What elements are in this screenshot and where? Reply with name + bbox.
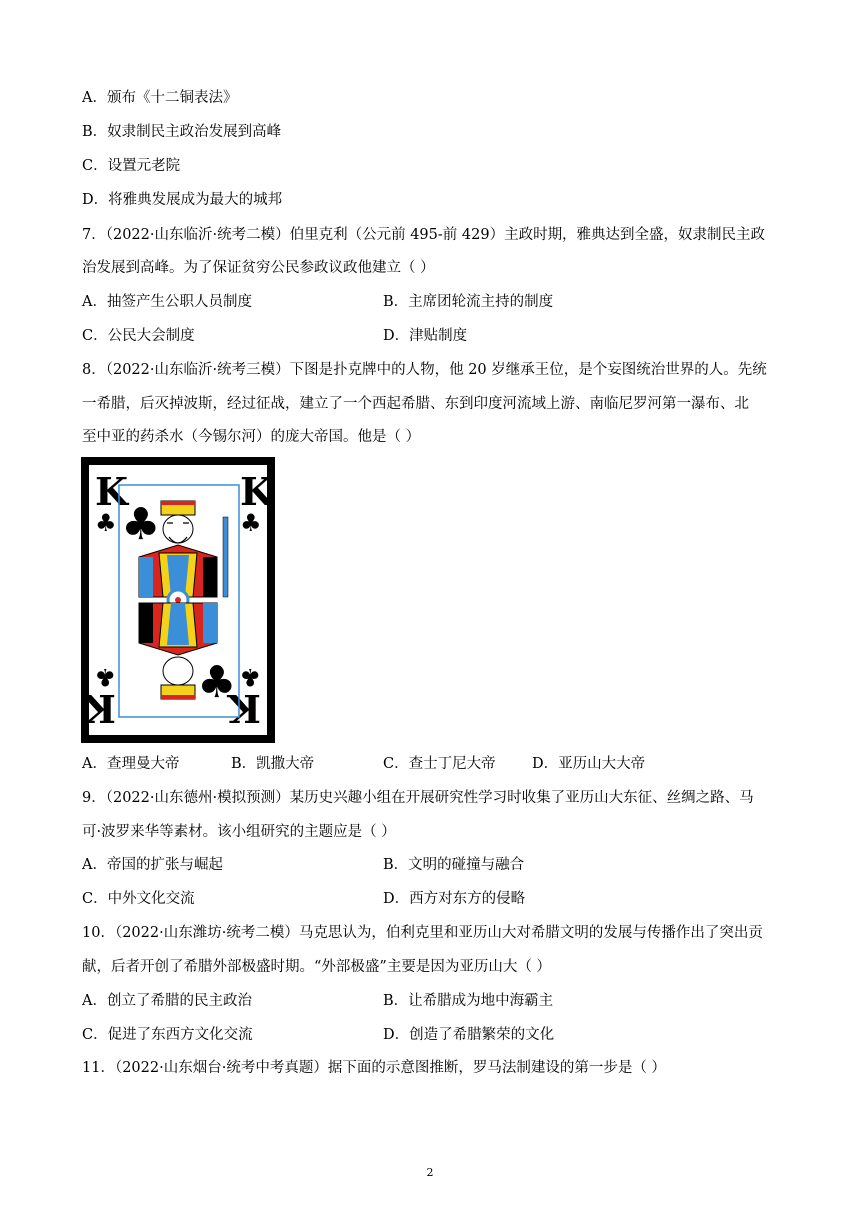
q7-option-a: A．抽签产生公职人员制度 [82,294,252,310]
page-number: 2 [426,1166,434,1179]
q6-option-d: D．将雅典发展成为最大的城邦 [82,192,283,208]
q8-option-a: A．查理曼大帝 [82,756,180,772]
card-suit-bottom-left: ♣ [94,663,116,691]
card-rank-bottom-right: K [227,686,261,731]
card-suit-top-left: ♣ [95,509,117,537]
card-big-suit-top: ♣ [121,499,161,550]
q10-stem-line2: 献，后者开创了希腊外部极盛时期。“外部极盛”主要是因为亚历山大（ ） [82,959,551,975]
q11-stem-line1: 11．（2022·山东烟台·统考中考真题）据下面的示意图推断，罗马法制建设的第一步是（ ） [82,1060,666,1076]
q9-stem-line1: 9．（2022·山东德州·模拟预测）某历史兴趣小组在开展研究性学习时收集了亚历山大东征、丝绸之路、马 [82,790,754,806]
king-of-clubs-card-image [81,457,275,743]
q9-stem-line2: 可·波罗来华等素材。该小组研究的主题应是（ ） [82,824,396,840]
q10-stem-line1: 10．（2022·山东潍坊·统考二模）马克思认为，伯利克里和亚历山大对希腊文明的发展与传播作出了突出贡 [82,925,763,941]
q8-stem-line1: 8．（2022·山东临沂·统考三模）下图是扑克牌中的人物，他 20 岁继承王位，是个妄图统治世界的人。先统 [82,362,767,378]
card-suit-bottom-right: ♣ [239,663,261,691]
q8-option-c: C．查士丁尼大帝 [383,756,496,772]
q10-option-a: A．创立了希腊的民主政治 [82,993,252,1009]
q9-option-d: D．西方对东方的侵略 [383,891,526,907]
q7-option-d: D．津贴制度 [383,328,468,344]
q8-option-d: D．亚历山大大帝 [532,756,646,772]
card-big-suit-bottom: ♣ [197,657,237,708]
q6-option-b: B．奴隶制民主政治发展到高峰 [82,124,282,140]
q10-option-b: B．让希腊成为地中海霸主 [383,993,554,1009]
card-rank-top-left: K [95,469,129,514]
q7-option-b: B．主席团轮流主持的制度 [383,294,554,310]
q8-stem-line2: 一希腊，后灭掉波斯，经过征战，建立了一个西起希腊、东到印度河流域上游、南临尼罗河第一瀑布、北 [82,396,749,412]
q9-option-c: C．中外文化交流 [82,891,195,907]
q9-option-b: B．文明的碰撞与融合 [383,857,525,873]
q10-option-d: D．创造了希腊繁荣的文化 [383,1027,555,1043]
q10-option-c: C．促进了东西方文化交流 [82,1027,253,1043]
q7-stem-line1: 7．（2022·山东临沂·统考二模）伯里克利（公元前 495-前 429）主政时期，雅典达到全盛，奴隶制民主政 [82,227,766,243]
q9-option-a: A．帝国的扩张与崛起 [82,857,223,873]
q8-stem-line3: 至中亚的药杀水（今锡尔河）的庞大帝国。他是（ ） [82,429,421,445]
q6-option-c: C．设置元老院 [82,158,181,174]
q8-option-b: B．凯撒大帝 [231,756,315,772]
q7-stem-line2: 治发展到高峰。为了保证贫穷公民参政议政他建立（ ） [82,260,435,276]
card-rank-top-right: K [240,469,274,514]
card-suit-top-right: ♣ [240,509,262,537]
q7-option-c: C．公民大会制度 [82,328,195,344]
card-rank-bottom-left: K [82,686,116,731]
q6-option-a: A．颁布《十二铜表法》 [82,90,238,106]
